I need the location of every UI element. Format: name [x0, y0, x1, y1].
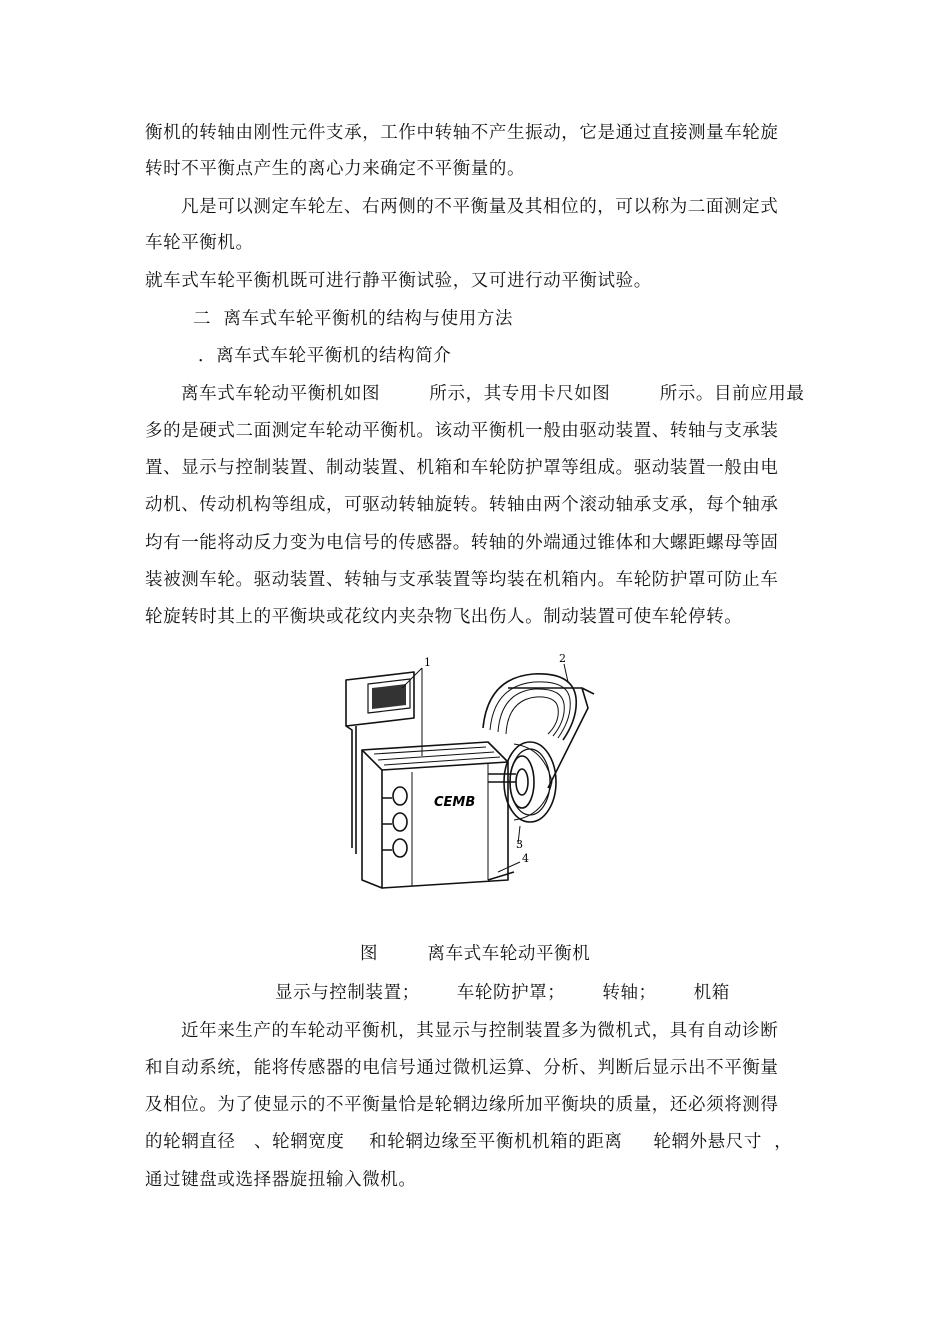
- text-line: 通过键盘或选择器旋扭输入微机。: [145, 1170, 417, 1190]
- callout-4: 4: [522, 852, 529, 865]
- figure-caption: 图 离车式车轮动平衡机: [360, 944, 591, 964]
- text-line: 置、显示与控制装置、制动装置、机箱和车轮防护罩等组成。驱动装置一般由电: [145, 458, 779, 478]
- text-line: 车轮平衡机。: [145, 233, 254, 253]
- callout-2: 2: [559, 652, 566, 665]
- text-line: 装被测车轮。驱动装置、转轴与支承装置等均装在机箱内。车轮防护罩可防止车: [145, 570, 779, 590]
- wheel-balancer-figure: [338, 648, 598, 900]
- section-heading: 二 离车式车轮平衡机的结构与使用方法: [193, 309, 514, 329]
- subsection-heading: ．离车式车轮平衡机的结构简介: [198, 346, 452, 366]
- callout-1: 1: [424, 656, 431, 669]
- text-line: 衡机的转轴由刚性元件支承，工作中转轴不产生振动，它是通过直接测量车轮旋: [145, 123, 779, 143]
- callout-3: 3: [516, 838, 523, 851]
- figure-legend: 显示与控制装置； 车轮防护罩； 转轴； 机箱: [275, 983, 730, 1003]
- text-line: 和自动系统，能将传感器的电信号通过微机运算、分析、判断后显示出不平衡量: [145, 1058, 779, 1078]
- text-line: 多的是硬式二面测定车轮动平衡机。该动平衡机一般由驱动装置、转轴与支承装: [145, 421, 779, 441]
- text-line: 均有一能将动反力变为电信号的传感器。转轴的外端通过锥体和大螺距螺母等固: [145, 533, 779, 553]
- text-line: 就车式车轮平衡机既可进行静平衡试验，又可进行动平衡试验。: [145, 271, 652, 291]
- text-line: 凡是可以测定车轮左、右两侧的不平衡量及其相位的，可以称为二面测定式: [181, 197, 779, 217]
- text-line: 近年来生产的车轮动平衡机，其显示与控制装置多为微机式，具有自动诊断: [181, 1021, 779, 1041]
- text-line: 转时不平衡点产生的离心力来确定不平衡量的。: [145, 159, 526, 179]
- brand-logo: CEMB: [434, 795, 476, 810]
- text-line: 及相位。为了使显示的不平衡量恰是轮辋边缘所加平衡块的质量，还必须将测得: [145, 1095, 779, 1115]
- text-line: 离车式车轮动平衡机如图 所示，其专用卡尺如图 所示。目前应用最: [181, 384, 805, 404]
- text-line: 的轮辋直径 、轮辋宽度 和轮辋边缘至平衡机机箱的距离 轮辋外悬尺寸 ，: [145, 1132, 793, 1152]
- text-line: 动机、传动机构等组成，可驱动转轴旋转。转轴由两个滚动轴承支承，每个轴承: [145, 495, 779, 515]
- text-line: 轮旋转时其上的平衡块或花纹内夹杂物飞出伤人。制动装置可使车轮停转。: [145, 607, 743, 627]
